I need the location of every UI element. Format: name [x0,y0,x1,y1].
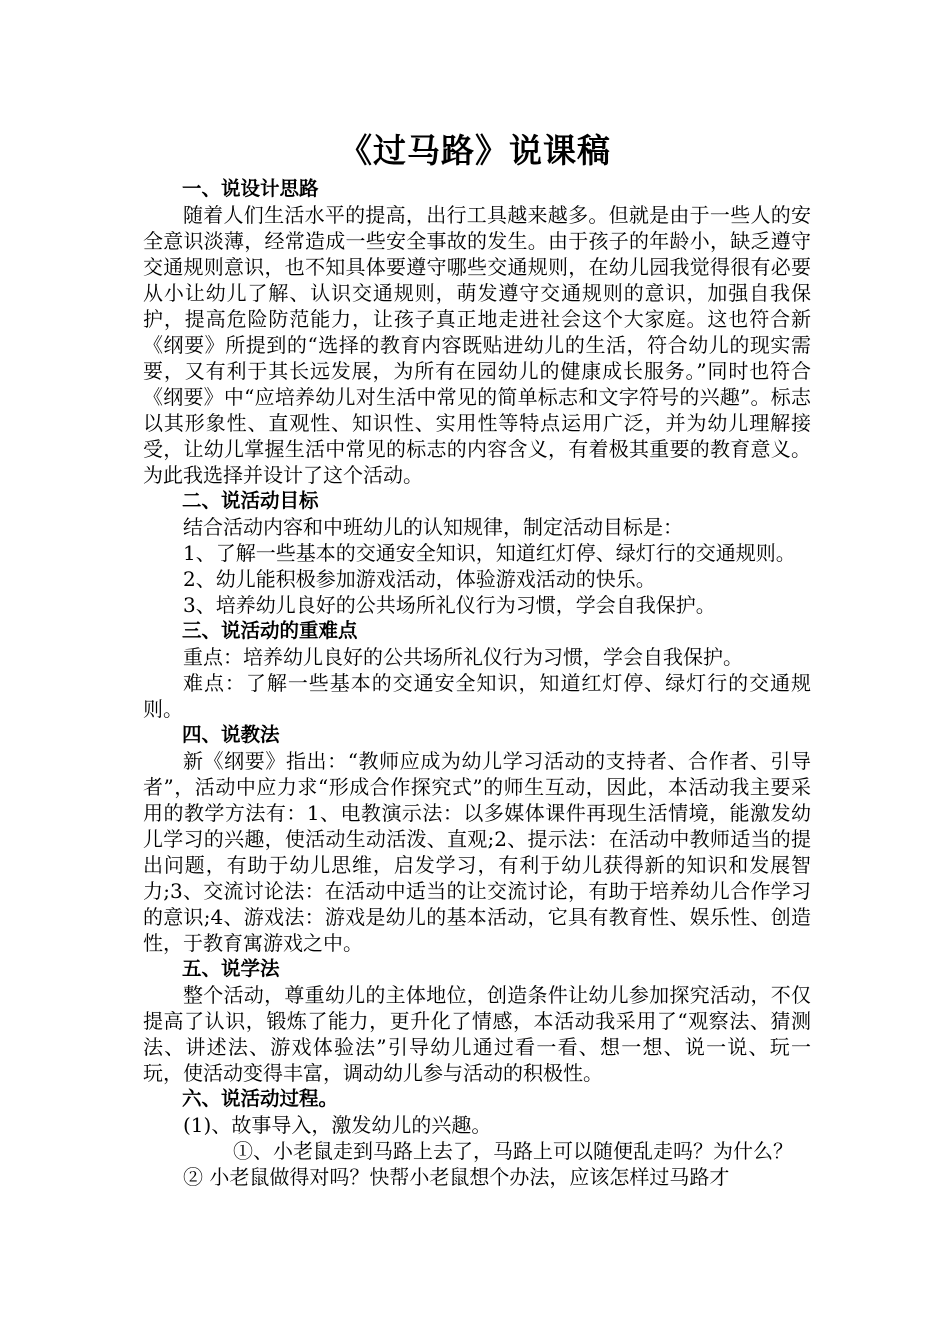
paragraph: 结合活动内容和中班幼儿的认知规律，制定活动目标是： [183,515,683,539]
document-body [143,176,811,1190]
document-title: 《过马路》说课稿 [339,131,611,170]
section-heading: 六、说活动过程。 [182,1087,339,1110]
sub-item: ①、小老鼠走到马路上去了，马路上可以随便乱走吗？为什么？ [233,1139,793,1163]
section-heading: 三、说活动的重难点 [182,619,358,642]
paragraph: 随着人们生活水平的提高，出行工具越来越多。但就是由于一些人的安全意识淡薄，经常造成一些安全事故的发生。由于孩子的年龄小，缺乏遵守交通规则意识，也不知具体要遵守哪些交通规则，在幼儿园我觉得很有必要从小让幼儿了解、认识交通规则，萌发遵守交通规则的意识，加强自我保护，提高危险防范能力，让孩子真正地走进社会这个大家庭。这也符合新《纲要》所提到的“选择的教育内容既贴进幼儿的生活，符合幼儿的现实需要，又有利于其长远发展，为所有在园幼儿的健康成长服务。”同时也符合《纲要》中“应培养幼儿对生活中常见的简单标志和文字符号的兴趣”。标志以其形象性、直观性、知识性、实用性等特点运用广泛，并为幼儿理解接受，让幼儿掌握生活中常见的标志的内容含义，有着极其重要的教育意义。为此我选择并设计了这个活动。 [143,203,811,487]
paragraph: 重点：培养幼儿良好的公共场所礼仪行为习惯，学会自我保护。 [183,645,743,669]
paragraph: 新《纲要》指出：“教师应成为幼儿学习活动的支持者、合作者、引导者”，活动中应力求“形成合作探究式”的师生互动，因此，本活动我主要采用的教学方法有：1、电教演示法：以多媒体课件再现生活情境，能激发幼儿学习的兴趣，使活动生动活泼、直观;2、提示法：在活动中教师适当的提出问题，有助于幼儿思维，启发学习，有利于幼儿获得新的知识和发展智力;3、交流讨论法：在活动中适当的让交流讨论，有助于培养幼儿合作学习的意识;4、游戏法：游戏是幼儿的基本活动，它具有教育性、娱乐性、创造性，于教育寓游戏之中。 [143,749,811,955]
paragraph: 整个活动，尊重幼儿的主体地位，创造条件让幼儿参加探究活动，不仅提高了认识，锻炼了能力，更升化了情感，本活动我采用了“观察法、猜测法、讲述法、游戏体验法”引导幼儿通过看一看、想一想、说一说、玩一玩，使活动变得丰富，调动幼儿参与活动的积极性。 [143,983,811,1085]
section-heading: 五、说学法 [182,957,280,980]
sub-item: ② 小老鼠做得对吗？快帮小老鼠想个办法，应该怎样过马路才 [183,1165,730,1189]
paragraph: (1)、故事导入，激发幼儿的兴趣。 [183,1113,492,1137]
list-item: 3、培养幼儿良好的公共场所礼仪行为习惯，学会自我保护。 [183,593,716,617]
paragraph: 难点：了解一些基本的交通安全知识，知道红灯停、绿灯行的交通规则。 [143,671,811,721]
section-heading: 四、说教法 [182,723,280,746]
section-heading: 一、说设计思路 [182,177,319,200]
section-heading: 二、说活动目标 [182,489,319,512]
list-item: 1、了解一些基本的交通安全知识，知道红灯停、绿灯行的交通规则。 [183,541,796,565]
list-item: 2、幼儿能积极参加游戏活动，体验游戏活动的快乐。 [183,567,656,591]
